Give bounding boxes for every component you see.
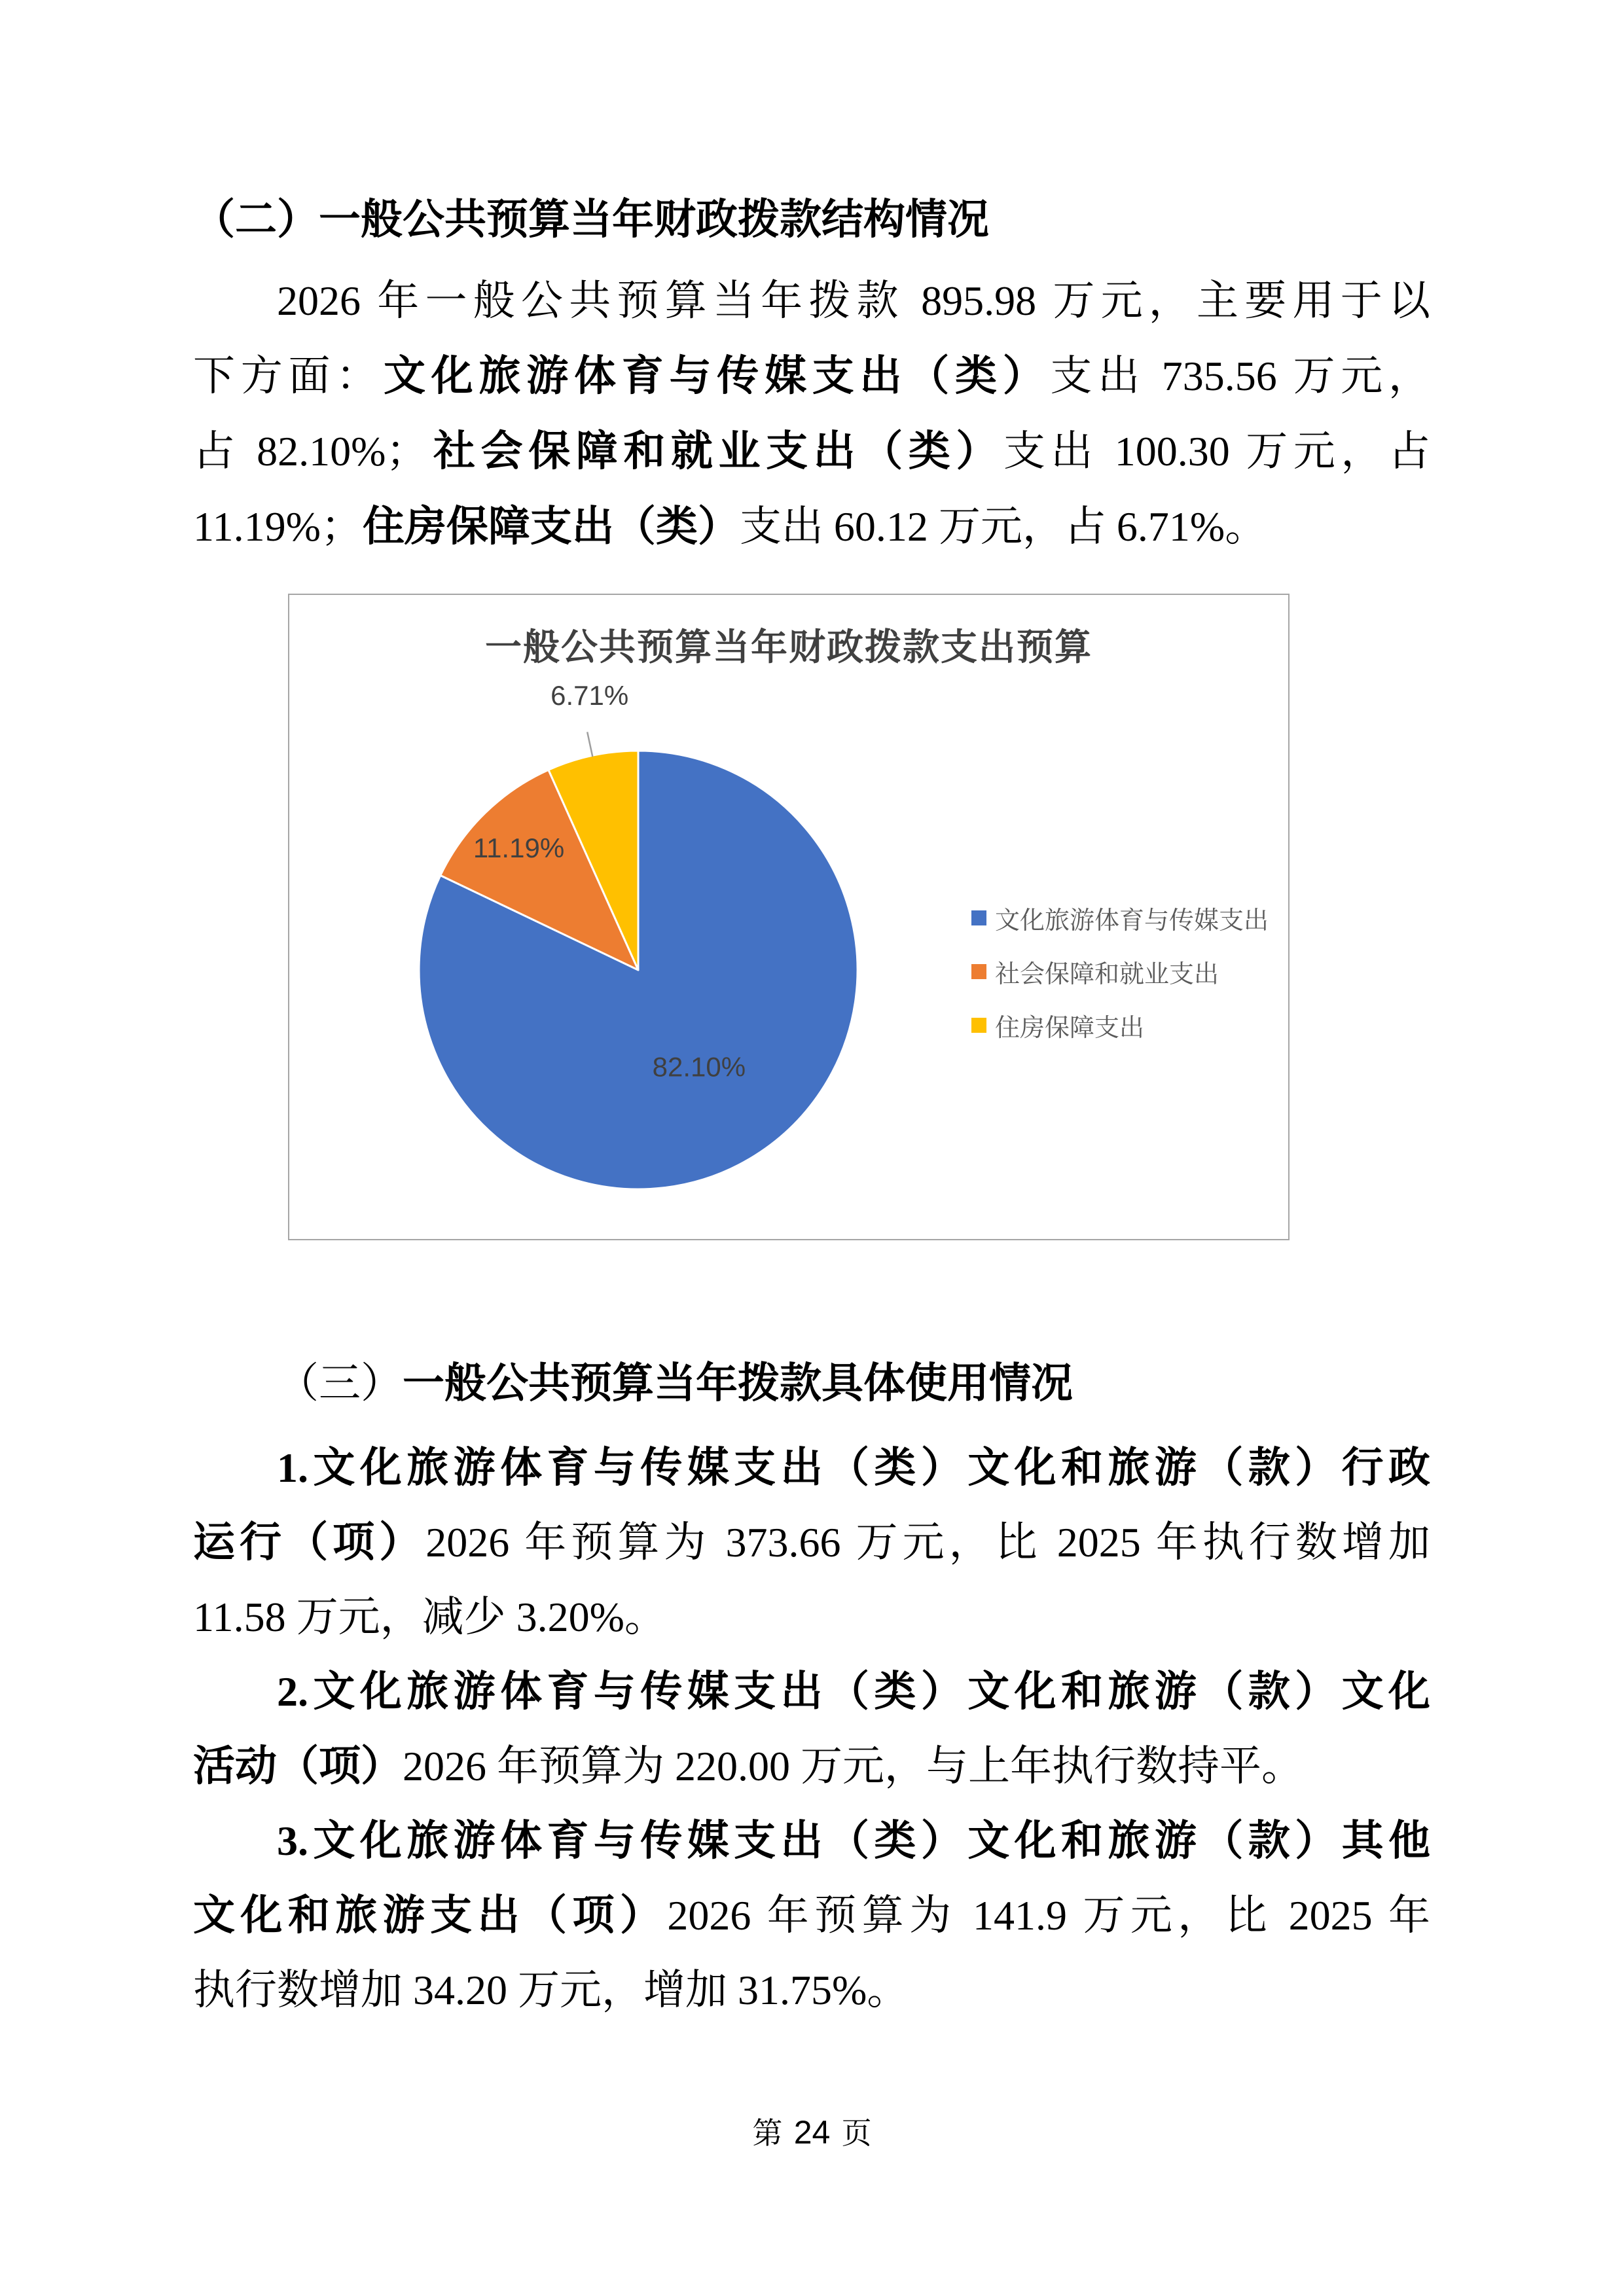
text-segment: 2026 年预算为 373.66 万元，比 2025 年执行数增加 [425,1519,1430,1566]
intro-paragraph [193,263,1430,564]
text-segment: 2026 年预算为 220.00 万元，与上年执行数持平。 [403,1743,1303,1789]
section-heading-2 [193,182,1430,257]
bold-text-segment: 3.文化旅游体育与传媒支出（类）文化和旅游（款）其他 [277,1818,1430,1864]
text-segment: 11.58 万元，减少 3.20%。 [193,1594,666,1640]
legend-label: 住房保障支出 [995,1014,1145,1042]
pie-data-label: 82.10% [652,1051,746,1083]
text-line [193,338,1430,414]
bold-text-segment: 社会保障和就业支出（类） [427,428,1003,475]
page-number-prefix: 第 [752,2117,783,2150]
bold-text-segment: 住房保障支出（类） [362,503,740,550]
text-line [193,1729,1430,1804]
pie-data-label: 11.19% [473,833,565,863]
page-number-value: 24 [793,2114,831,2151]
section-heading-3 [193,1346,1430,1421]
text-segment: 支出 60.12 万元，占 6.71%。 [739,503,1267,550]
bold-text-segment: 活动（项） [193,1743,403,1789]
text-line [193,1431,1430,1505]
legend-swatch-icon [971,910,986,925]
bold-text-segment: 文化和旅游支出（项） [193,1892,668,1939]
bold-text-segment: 1.文化旅游体育与传媒支出（类）文化和旅游（款）行政 [277,1444,1430,1491]
page-number [0,2113,1624,2153]
text-line [193,1953,1430,2028]
text-line [193,182,1430,257]
text-line [193,1580,1430,1655]
usage-paragraphs [193,1431,1430,2028]
text-line [193,414,1430,489]
text-line [193,1346,1430,1421]
bold-text-segment: （二）一般公共预算当年财政拨款结构情况 [193,196,989,243]
pie-data-label: 6.71% [550,680,629,711]
bold-text-segment: 文化旅游体育与传媒支出（类） [384,353,1051,399]
legend-item [971,900,1269,936]
legend-item [971,1007,1269,1043]
chart-title: 一般公共预算当年财政拨款支出预算 [485,626,1092,668]
text-segment: 占 82.10%； [193,428,428,475]
text-line [193,1804,1430,1878]
pie-chart-frame [288,594,1290,1240]
legend-label: 文化旅游体育与传媒支出 [995,907,1269,935]
pie-label-leader-line [587,732,592,757]
text-line [193,263,1430,338]
legend-label: 社会保障和就业支出 [995,961,1219,988]
page-number-suffix: 页 [841,2117,872,2150]
text-segment: 11.19%； [193,503,363,550]
legend-item [971,954,1269,990]
text-segment: （三） [277,1360,403,1407]
text-line [193,1655,1430,1729]
bold-text-segment: 运行（项） [193,1519,426,1566]
text-segment: 支出 735.56 万元， [1050,353,1430,399]
text-line [193,1505,1430,1580]
text-segment: 下方面： [193,353,384,399]
bold-text-segment: 2.文化旅游体育与传媒支出（类）文化和旅游（款）文化 [277,1668,1430,1715]
text-segment: 2026 年预算为 141.9 万元，比 2025 年 [667,1892,1431,1939]
text-segment: 2026 年一般公共预算当年拨款 895.98 万元，主要用于以 [277,278,1430,324]
bold-text-segment: 一般公共预算当年拨款具体使用情况 [403,1360,1073,1407]
text-segment: 执行数增加 34.20 万元，增加 31.75%。 [193,1967,909,2013]
legend-swatch-icon [971,964,986,979]
legend-swatch-icon [971,1018,986,1033]
text-line [193,1878,1430,1953]
text-segment: 支出 100.30 万元，占 [1003,428,1431,475]
chart-legend [971,900,1269,1043]
text-line [193,489,1430,564]
